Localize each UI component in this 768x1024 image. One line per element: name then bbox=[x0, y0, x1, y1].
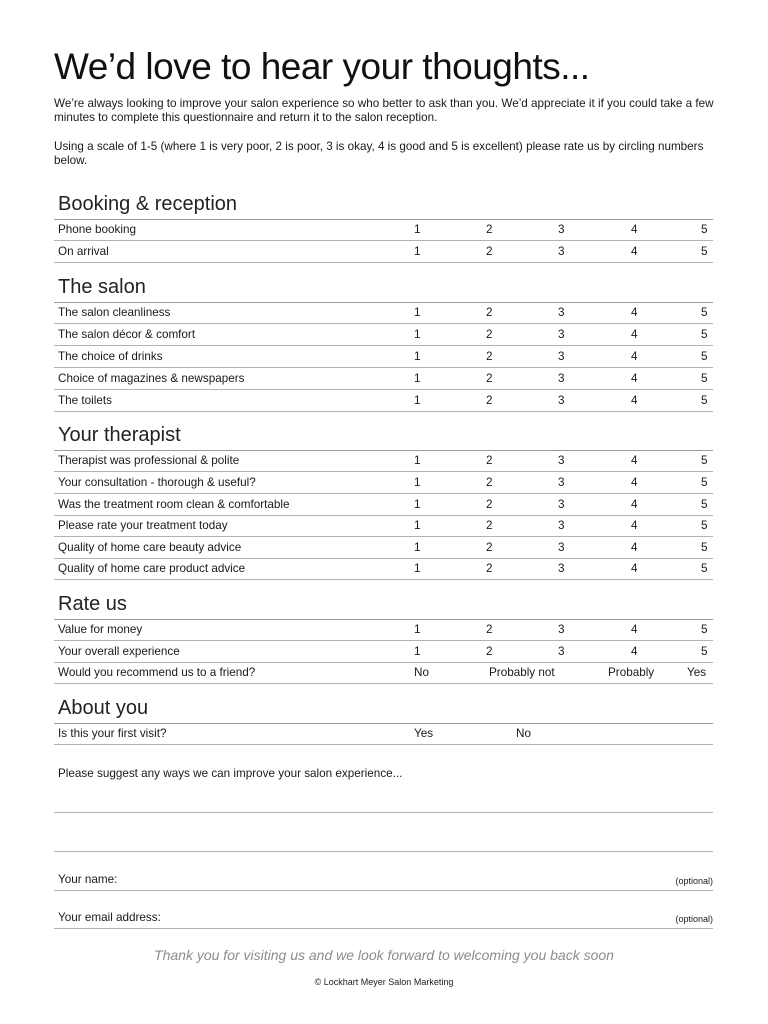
rating-option-1[interactable]: 1 bbox=[414, 562, 421, 575]
rating-row-magazines bbox=[54, 368, 713, 390]
row-label: Would you recommend us to a friend? bbox=[58, 666, 256, 679]
rating-option-5[interactable]: 5 bbox=[701, 541, 708, 554]
suggestions-line-2[interactable] bbox=[54, 851, 713, 852]
rating-option-4[interactable]: 4 bbox=[631, 306, 638, 319]
first-visit-row bbox=[54, 723, 713, 745]
row-label: Therapist was professional & polite bbox=[58, 454, 240, 467]
copyright-notice: © Lockhart Meyer Salon Marketing bbox=[314, 977, 454, 987]
rating-option-1[interactable]: 1 bbox=[414, 223, 421, 236]
recommend-option-probably-not[interactable]: Probably not bbox=[489, 666, 555, 679]
row-label: Choice of magazines & newspapers bbox=[58, 372, 245, 385]
recommend-option-no[interactable]: No bbox=[414, 666, 429, 679]
rating-option-5[interactable]: 5 bbox=[701, 476, 708, 489]
rating-option-4[interactable]: 4 bbox=[631, 328, 638, 341]
rating-option-2[interactable]: 2 bbox=[486, 498, 493, 511]
name-field-line[interactable] bbox=[54, 890, 713, 891]
rating-option-3[interactable]: 3 bbox=[558, 623, 565, 636]
rating-option-4[interactable]: 4 bbox=[631, 476, 638, 489]
rating-option-2[interactable]: 2 bbox=[486, 645, 493, 658]
thank-you-message: Thank you for visiting us and we look forward to welcoming you back soon bbox=[154, 947, 614, 963]
rating-row-beauty-advice bbox=[54, 537, 713, 559]
rating-option-4[interactable]: 4 bbox=[631, 350, 638, 363]
rating-option-2[interactable]: 2 bbox=[486, 562, 493, 575]
scale-instructions: Using a scale of 1-5 (where 1 is very poor, 2 is poor, 3 is okay, 4 is good and 5 is excellent) please rate us by circling numbers below. bbox=[54, 140, 704, 167]
rating-option-1[interactable]: 1 bbox=[414, 645, 421, 658]
rating-option-1[interactable]: 1 bbox=[414, 498, 421, 511]
rating-option-3[interactable]: 3 bbox=[558, 372, 565, 385]
rating-row-product-advice bbox=[54, 558, 713, 580]
rating-option-2[interactable]: 2 bbox=[486, 454, 493, 467]
rating-option-5[interactable]: 5 bbox=[701, 394, 708, 407]
section-title-about-you: About you bbox=[58, 697, 149, 719]
rating-option-2[interactable]: 2 bbox=[486, 476, 493, 489]
rating-option-2[interactable]: 2 bbox=[486, 519, 493, 532]
rating-row-treatment-room bbox=[54, 494, 713, 516]
rating-option-3[interactable]: 3 bbox=[558, 394, 565, 407]
rating-option-2[interactable]: 2 bbox=[486, 328, 493, 341]
rating-option-3[interactable]: 3 bbox=[558, 645, 565, 658]
rating-option-3[interactable]: 3 bbox=[558, 223, 565, 236]
rating-row-salon-decor bbox=[54, 324, 713, 346]
rating-option-4[interactable]: 4 bbox=[631, 645, 638, 658]
rating-option-1[interactable]: 1 bbox=[414, 623, 421, 636]
rating-option-3[interactable]: 3 bbox=[558, 541, 565, 554]
rating-option-1[interactable]: 1 bbox=[414, 245, 421, 258]
rating-option-2[interactable]: 2 bbox=[486, 394, 493, 407]
first-visit-option-no[interactable]: No bbox=[516, 727, 531, 740]
rating-option-1[interactable]: 1 bbox=[414, 394, 421, 407]
row-label: Phone booking bbox=[58, 223, 136, 236]
rating-option-5[interactable]: 5 bbox=[701, 328, 708, 341]
rating-option-4[interactable]: 4 bbox=[631, 394, 638, 407]
rating-option-3[interactable]: 3 bbox=[558, 350, 565, 363]
section-title-rate-us: Rate us bbox=[58, 593, 127, 615]
section-title-therapist: Your therapist bbox=[58, 424, 181, 446]
rating-option-2[interactable]: 2 bbox=[486, 306, 493, 319]
rating-row-on-arrival bbox=[54, 241, 713, 263]
rating-option-1[interactable]: 1 bbox=[414, 476, 421, 489]
row-label: Quality of home care product advice bbox=[58, 562, 246, 575]
rating-option-3[interactable]: 3 bbox=[558, 476, 565, 489]
row-label: Please rate your treatment today bbox=[58, 519, 228, 532]
rating-option-1[interactable]: 1 bbox=[414, 372, 421, 385]
row-label: Value for money bbox=[58, 623, 143, 636]
section-title-salon: The salon bbox=[58, 276, 146, 298]
email-optional-note: (optional) bbox=[675, 914, 713, 924]
rating-option-4[interactable]: 4 bbox=[631, 562, 638, 575]
rating-option-2[interactable]: 2 bbox=[486, 623, 493, 636]
rating-option-3[interactable]: 3 bbox=[558, 328, 565, 341]
row-label: The toilets bbox=[58, 394, 112, 407]
rating-row-overall-experience bbox=[54, 641, 713, 663]
row-label: Quality of home care beauty advice bbox=[58, 541, 242, 554]
rating-option-2[interactable]: 2 bbox=[486, 245, 493, 258]
rating-row-toilets bbox=[54, 390, 713, 412]
rating-option-3[interactable]: 3 bbox=[558, 245, 565, 258]
rating-row-therapist-professional bbox=[54, 450, 713, 472]
rating-option-5[interactable]: 5 bbox=[701, 498, 708, 511]
row-label: Your overall experience bbox=[58, 645, 180, 658]
rating-option-5[interactable]: 5 bbox=[701, 245, 708, 258]
email-field-line[interactable] bbox=[54, 928, 713, 929]
rating-option-1[interactable]: 1 bbox=[414, 328, 421, 341]
row-label: Is this your first visit? bbox=[58, 727, 167, 740]
section-title-booking: Booking & reception bbox=[58, 193, 238, 215]
rating-option-5[interactable]: 5 bbox=[701, 350, 708, 363]
rating-option-3[interactable]: 3 bbox=[558, 519, 565, 532]
rating-option-4[interactable]: 4 bbox=[631, 541, 638, 554]
rating-option-4[interactable]: 4 bbox=[631, 498, 638, 511]
rating-option-1[interactable]: 1 bbox=[414, 350, 421, 363]
rating-option-1[interactable]: 1 bbox=[414, 306, 421, 319]
rating-row-salon-cleanliness bbox=[54, 302, 713, 324]
rating-option-5[interactable]: 5 bbox=[701, 454, 708, 467]
name-optional-note: (optional) bbox=[675, 876, 713, 886]
rating-option-2[interactable]: 2 bbox=[486, 223, 493, 236]
rating-option-3[interactable]: 3 bbox=[558, 498, 565, 511]
rating-option-3[interactable]: 3 bbox=[558, 562, 565, 575]
rating-option-4[interactable]: 4 bbox=[631, 245, 638, 258]
rating-option-1[interactable]: 1 bbox=[414, 519, 421, 532]
rating-option-4[interactable]: 4 bbox=[631, 223, 638, 236]
rating-option-3[interactable]: 3 bbox=[558, 454, 565, 467]
page-title: We’d love to hear your thoughts... bbox=[54, 46, 590, 87]
rating-option-5[interactable]: 5 bbox=[701, 306, 708, 319]
suggestions-line-1[interactable] bbox=[54, 812, 713, 813]
rating-option-2[interactable]: 2 bbox=[486, 372, 493, 385]
recommend-row bbox=[54, 662, 713, 684]
rating-row-treatment-today bbox=[54, 515, 713, 537]
rating-option-3[interactable]: 3 bbox=[558, 306, 565, 319]
rating-option-4[interactable]: 4 bbox=[631, 454, 638, 467]
rating-option-5[interactable]: 5 bbox=[701, 623, 708, 636]
rating-row-consultation bbox=[54, 472, 713, 494]
rating-row-phone-booking bbox=[54, 219, 713, 241]
row-label: Your consultation - thorough & useful? bbox=[58, 476, 256, 489]
row-label: The salon décor & comfort bbox=[58, 328, 196, 341]
rating-option-2[interactable]: 2 bbox=[486, 350, 493, 363]
intro-paragraph: We’re always looking to improve your salon experience so who better to ask than you. We’d appreciate it if you could take a few minutes to complete this questionnaire and return it to the salon reception. bbox=[54, 97, 714, 124]
rating-option-4[interactable]: 4 bbox=[631, 519, 638, 532]
rating-option-5[interactable]: 5 bbox=[701, 519, 708, 532]
rating-option-5[interactable]: 5 bbox=[701, 372, 708, 385]
rating-option-4[interactable]: 4 bbox=[631, 372, 638, 385]
first-visit-option-yes[interactable]: Yes bbox=[414, 727, 434, 740]
row-label: The choice of drinks bbox=[58, 350, 163, 363]
row-label: The salon cleanliness bbox=[58, 306, 171, 319]
rating-option-1[interactable]: 1 bbox=[414, 541, 421, 554]
suggestions-prompt: Please suggest any ways we can improve your salon experience... bbox=[58, 767, 403, 780]
recommend-option-yes[interactable]: Yes bbox=[687, 666, 707, 679]
rating-option-2[interactable]: 2 bbox=[486, 541, 493, 554]
recommend-option-probably[interactable]: Probably bbox=[608, 666, 655, 679]
name-label: Your name: bbox=[58, 873, 118, 886]
rating-option-5[interactable]: 5 bbox=[701, 223, 708, 236]
rating-option-1[interactable]: 1 bbox=[414, 454, 421, 467]
rating-row-choice-of-drinks bbox=[54, 346, 713, 368]
email-label: Your email address: bbox=[58, 911, 161, 924]
rating-row-value-for-money bbox=[54, 619, 713, 641]
rating-option-5[interactable]: 5 bbox=[701, 645, 708, 658]
rating-option-4[interactable]: 4 bbox=[631, 623, 638, 636]
row-label: Was the treatment room clean & comfortable bbox=[58, 498, 290, 511]
row-label: On arrival bbox=[58, 245, 109, 258]
rating-option-5[interactable]: 5 bbox=[701, 562, 708, 575]
